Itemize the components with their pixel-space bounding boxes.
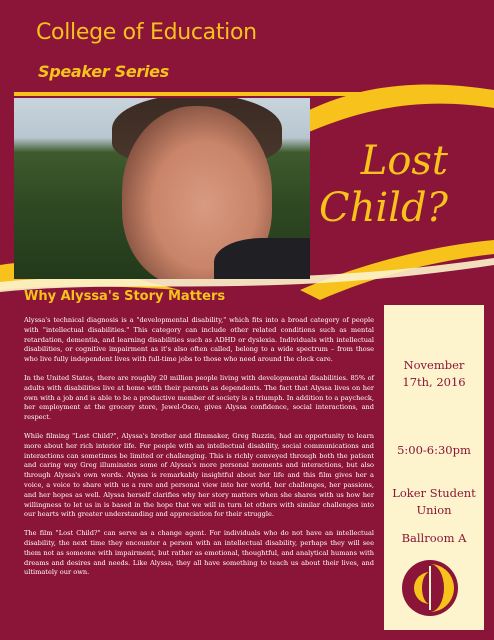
event-location-line1: Loker Student <box>392 486 476 500</box>
event-location-line2: Union <box>416 503 452 517</box>
series-subtitle: Speaker Series <box>38 62 169 81</box>
article-body <box>24 316 374 587</box>
event-time: 5:00-6:30pm <box>397 443 471 457</box>
film-title <box>278 138 448 232</box>
film-title-line1: Lost <box>360 138 448 184</box>
csudh-logo-icon <box>400 558 460 618</box>
paragraph: Alyssa's technical diagnosis is a "developmental disability," which fits into a broad category of people with "intellectual disabilities." This category can include other related conditions such as mental retardation, dementia, and learning disabilities such as ADHD or dyslexia. Individuals with intellectual disabilities, or cognitive impairment as it's also often called, belong to a wide spectrum – from those who live fully independent lives with full-time jobs to those who need around the clock care. <box>24 316 374 364</box>
event-room: Ballroom A <box>401 531 467 545</box>
paragraph: While filming "Lost Child?", Alyssa's brother and filmmaker, Greg Ruzzin, had an opportunity to learn more about her rich interior life. For people with an intellectual disability, social communications and interactions can sometimes be limited or challenging. This is richly conveyed through both the patient and caring way Greg illuminates some of Alyssa's more personal moments and interactions, but also through Alyssa's own words. Alyssa is remarkably insightful about her life and this film gives her a voice, a voice to share with us a rare and personal view into her world, her challenges, her passions, and her hopes as well. Alyssa herself clarifies why her story matters when she shares with us how her willingness to let us in is based in the hope that we will in turn let others with similar challenges into our hearts with greater understanding and appreciation for their struggle. <box>24 431 374 519</box>
college-title: College of Education <box>36 20 257 45</box>
event-date-line2: 17th, 2016 <box>402 375 466 389</box>
event-location <box>384 485 484 519</box>
speaker-photo <box>14 98 310 279</box>
paragraph: In the United States, there are roughly 20 million people living with developmental disabilities. 85% of adults with disabilities live at home with their parents as dependents. The fact that Alyssa lives on her own with a job and is able to be a productive member of society is a triumph. In addition to a paycheck, her employment at the grocery store, Jewel-Osco, gives Alyssa confidence, social interactions, and respect. <box>24 373 374 422</box>
event-date <box>384 357 484 391</box>
photo-shirt <box>214 238 310 279</box>
film-title-line2: Child? <box>318 185 448 231</box>
section-heading: Why Alyssa's Story Matters <box>24 289 226 304</box>
paragraph: The film "Lost Child?" can serve as a change agent. For individuals who do not have an intellectual disability, the next time they encounter a person with an intellectual disability, perhaps they will see them not as someone with impairment, but rather as emotional, thoughtful, and analytical humans with dreams and desires and needs. Like Alyssa, they all have something to teach us about their lives, and ultimately our own. <box>24 529 374 577</box>
event-date-line1: November <box>403 358 465 372</box>
